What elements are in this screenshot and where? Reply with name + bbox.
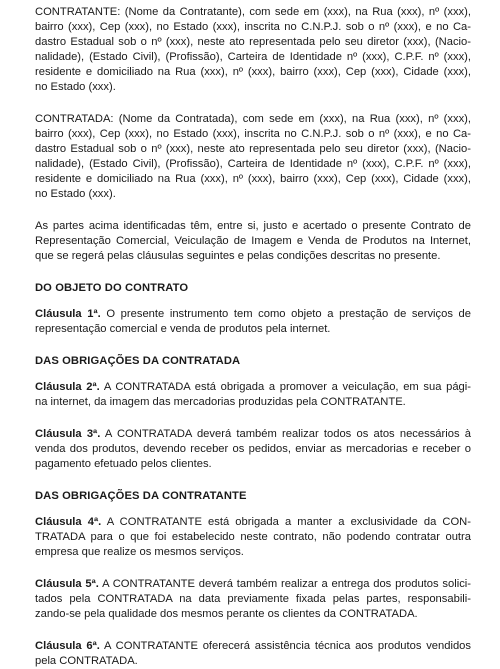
text-line: representação comercial e venda de produtos pela internet. <box>35 323 331 335</box>
text-line: no Estado (xxx). <box>35 81 116 93</box>
text-line: bairro (xxx), Cep (xxx), no Estado (xxx), inscrita no C.N.P.J. sob o nº (xxx), e no Ca- <box>35 128 471 140</box>
clause-label: Cláusula 4ª. <box>35 516 102 528</box>
text-line <box>35 427 471 442</box>
text-line: que se regerá pelas cláusulas seguintes e pelas condições descritas no presente. <box>35 250 441 262</box>
text-line: tados pela CONTRATADA na data previamente fixada pelas partes, responsabili- <box>35 593 471 605</box>
section-heading-obrigacoes-contratante: DAS OBRIGAÇÕES DA CONTRATANTE <box>35 490 247 502</box>
text-line <box>35 577 471 592</box>
text-line <box>35 639 471 654</box>
text-line: dastro Estadual sob o nº (xxx), neste ato representada pelo seu diretor (xxx), (Nacio- <box>35 36 471 48</box>
text-line <box>35 380 471 395</box>
contratada-paragraph <box>35 112 471 202</box>
clausula-6 <box>35 639 471 669</box>
contratante-paragraph <box>35 5 471 95</box>
text-line: TRATADA para o que foi estabelecido neste contrato, não podendo contratar outra <box>35 531 471 543</box>
text-line: bairro (xxx), Cep (xxx), no Estado (xxx), inscrita no C.N.P.J. sob o nº (xxx), e no Ca- <box>35 21 471 33</box>
clause-text: O presente instrumento tem como objeto a prestação de serviços de <box>100 308 472 320</box>
clausula-3 <box>35 427 471 472</box>
text-line <box>35 515 471 530</box>
text-line: zando-se pela qualidade dos mesmos perante os clientes da CONTRATADA. <box>35 608 418 620</box>
clause-label: Cláusula 6ª. <box>35 640 100 652</box>
section-heading-obrigacoes-contratada: DAS OBRIGAÇÕES DA CONTRATADA <box>35 355 241 367</box>
clause-label: Cláusula 1ª. <box>35 308 101 320</box>
clause-label: Cláusula 2ª. <box>35 381 100 393</box>
text-line: no Estado (xxx). <box>35 188 116 200</box>
intro-paragraph <box>35 219 471 264</box>
clause-text: A CONTRATANTE deverá também realizar a entrega dos produtos solici- <box>98 578 471 590</box>
text-line: residente e domiciliado na Rua (xxx), nº (xxx), bairro (xxx), Cep (xxx), Cidade (xxx), <box>35 66 471 78</box>
text-line: nalidade), (Estado Civil), (Profissão), Carteira de Identidade nº (xxx), C.P.F. nº (xxx), <box>35 158 471 170</box>
text-line: As partes acima identificadas têm, entre si, justo e acertado o presente Contrato de <box>35 220 471 232</box>
text-line: empresa que realize os mesmos serviços. <box>35 546 244 558</box>
text-line: na internet, da imagem das mercadorias produzidas pela CONTRATANTE. <box>35 396 406 408</box>
clause-text: A CONTRATADA está obrigada a promover a veiculação, em sua pági- <box>99 381 471 393</box>
clausula-1 <box>35 307 471 337</box>
section-heading-objeto: DO OBJETO DO CONTRATO <box>35 282 189 294</box>
clausula-2 <box>35 380 471 410</box>
text-line: CONTRATANTE: (Nome da Contratante), com sede em (xxx), na Rua (xxx), nº (xxx), <box>35 6 471 18</box>
text-line: dastro Estadual sob o nº (xxx), neste ato representada pelo seu diretor (xxx), (Nacio- <box>35 143 471 155</box>
text-line: residente e domiciliado na Rua (xxx), nº (xxx), bairro (xxx), Cep (xxx), Cidade (xxx), <box>35 173 471 185</box>
text-line: venda dos produtos, devendo receber os pedidos, enviar as mercadorias e receber o <box>35 443 471 455</box>
clause-label: Cláusula 3ª. <box>35 428 101 440</box>
clausula-4 <box>35 515 471 560</box>
clause-text: A CONTRATADA deverá também realizar todos os atos necessários à <box>100 428 471 440</box>
text-line: pela CONTRATADA. <box>35 655 138 667</box>
text-line: Representação Comercial, Veiculação de Imagem e Venda de Produtos na Internet, <box>35 235 471 247</box>
clause-text: A CONTRATANTE oferecerá assistência técnica aos produtos vendidos <box>99 640 471 652</box>
text-line: pagamento efetuado pelos clientes. <box>35 458 212 470</box>
text-line: nalidade), (Estado Civil), (Profissão), Carteira de Identidade nº (xxx), C.P.F. nº (xxx), <box>35 51 471 63</box>
text-line: CONTRATADA: (Nome da Contratada), com sede em (xxx), na Rua (xxx), nº (xxx), <box>35 113 471 125</box>
clause-text: A CONTRATANTE está obrigada a manter a exclusividade da CON- <box>101 516 471 528</box>
text-line <box>35 307 471 322</box>
clause-label: Cláusula 5ª. <box>35 578 99 590</box>
